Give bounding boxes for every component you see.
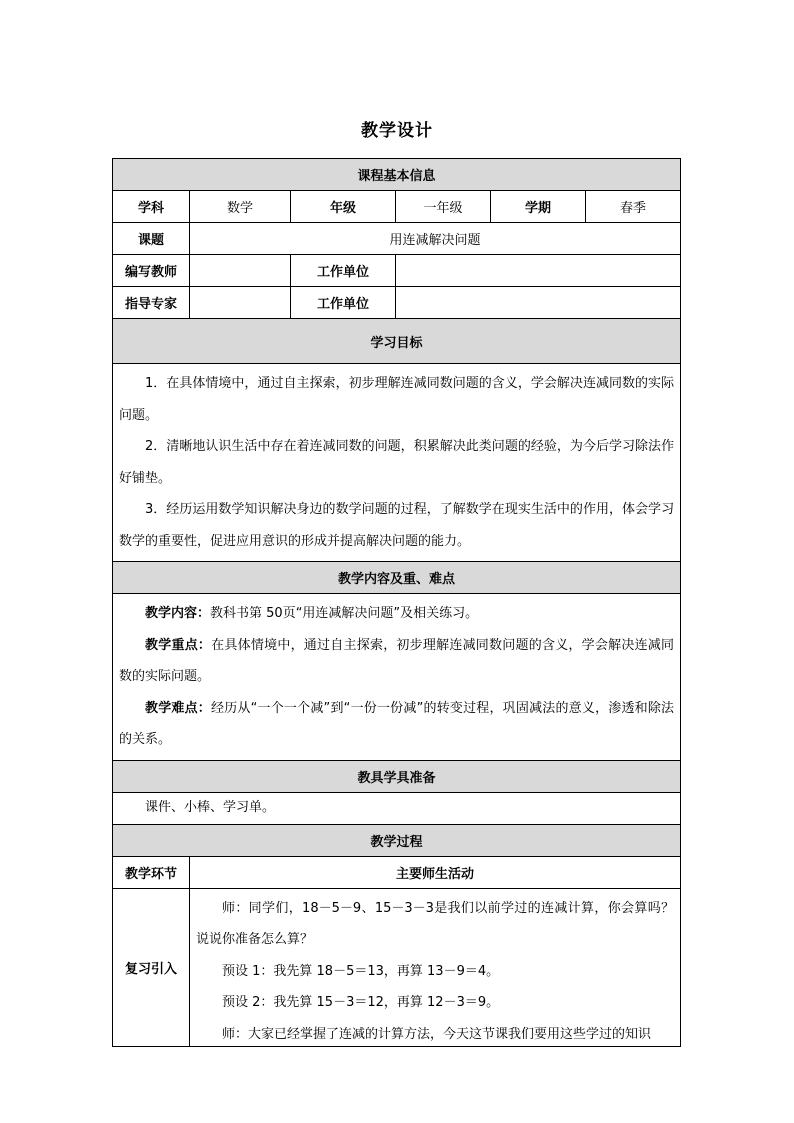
subject-value: 数学 (190, 191, 291, 223)
lesson-plan-table (112, 158, 681, 1047)
content-line (119, 598, 674, 630)
goals-body (113, 364, 681, 562)
activity-line: 师：同学们，18－5－9、15－3－3是我们以前学过的连减计算，你会算吗？说说你准备怎么算？ (196, 900, 675, 947)
unit-value (396, 255, 681, 287)
content-text: 教科书第 50页“用连减解决问题”及相关练习。 (210, 606, 479, 621)
stage-review-activities (190, 888, 681, 1046)
goals-header: 学习目标 (113, 319, 681, 364)
key-text: 在具体情境中，通过自主探索，初步理解连减同数问题的含义，学会解决连减同数的实际问题。 (119, 637, 675, 684)
key-label: 教学重点： (145, 637, 212, 653)
stage-column-header: 教学环节 (113, 856, 190, 888)
term-value: 春季 (586, 191, 681, 223)
term-label: 学期 (491, 191, 586, 223)
key-line (119, 630, 674, 693)
topic-label: 课题 (113, 223, 190, 255)
process-header: 教学过程 (113, 824, 681, 856)
expert-value (190, 287, 291, 319)
unit-label: 工作单位 (291, 255, 396, 287)
stage-review-intro: 复习引入 (113, 888, 190, 1046)
content-label: 教学内容： (145, 606, 211, 621)
activity-line: 师：大家已经掌握了连减的计算方法，今天这节课我们要用这些学过的知识 (222, 1026, 652, 1042)
content-body (113, 594, 681, 761)
tools-body (113, 792, 681, 824)
subject-label: 学科 (113, 191, 190, 223)
grade-label: 年级 (291, 191, 396, 223)
activity-line: 预设 2：我先算 15－3＝12，再算 12－3＝9。 (222, 995, 500, 1010)
expert-label: 指导专家 (113, 287, 190, 319)
tools-header: 教具学具准备 (113, 760, 681, 792)
topic-value: 用连减解决问题 (190, 223, 681, 255)
activity-column-header: 主要师生活动 (190, 856, 681, 888)
unit2-label: 工作单位 (291, 287, 396, 319)
unit2-value (396, 287, 681, 319)
goal-item: 1．在具体情境中，通过自主探索，初步理解连减同数问题的含义，学会解决连减同数的实际问题。 (119, 376, 675, 423)
tools-text: 课件、小棒、学习单。 (145, 800, 276, 815)
difficulty-text: 经历从“一个一个减”到“一份一份减”的转变过程，巩固减法的意义，渗透和除法的关系。 (119, 700, 675, 747)
teacher-label: 编写教师 (113, 255, 190, 287)
activity-line: 预设 1：我先算 18－5＝13，再算 13－9＝4。 (222, 963, 500, 979)
goal-item: 2．清晰地认识生活中存在着连减同数的问题，积累解决此类问题的经验，为今后学习除法作好铺垫。 (119, 439, 675, 486)
difficulty-line (119, 693, 674, 756)
basic-info-header: 课程基本信息 (113, 159, 681, 191)
page-title: 教学设计 (361, 121, 433, 141)
content-header: 教学内容及重、难点 (113, 562, 681, 594)
teacher-value (190, 255, 291, 287)
grade-value: 一年级 (396, 191, 491, 223)
goal-item: 3．经历运用数学知识解决身边的数学问题的过程，了解数学在现实生活中的作用，体会学习数学的重要性，促进应用意识的形成并提高解决问题的能力。 (119, 502, 675, 549)
difficulty-label: 教学难点： (145, 700, 211, 716)
